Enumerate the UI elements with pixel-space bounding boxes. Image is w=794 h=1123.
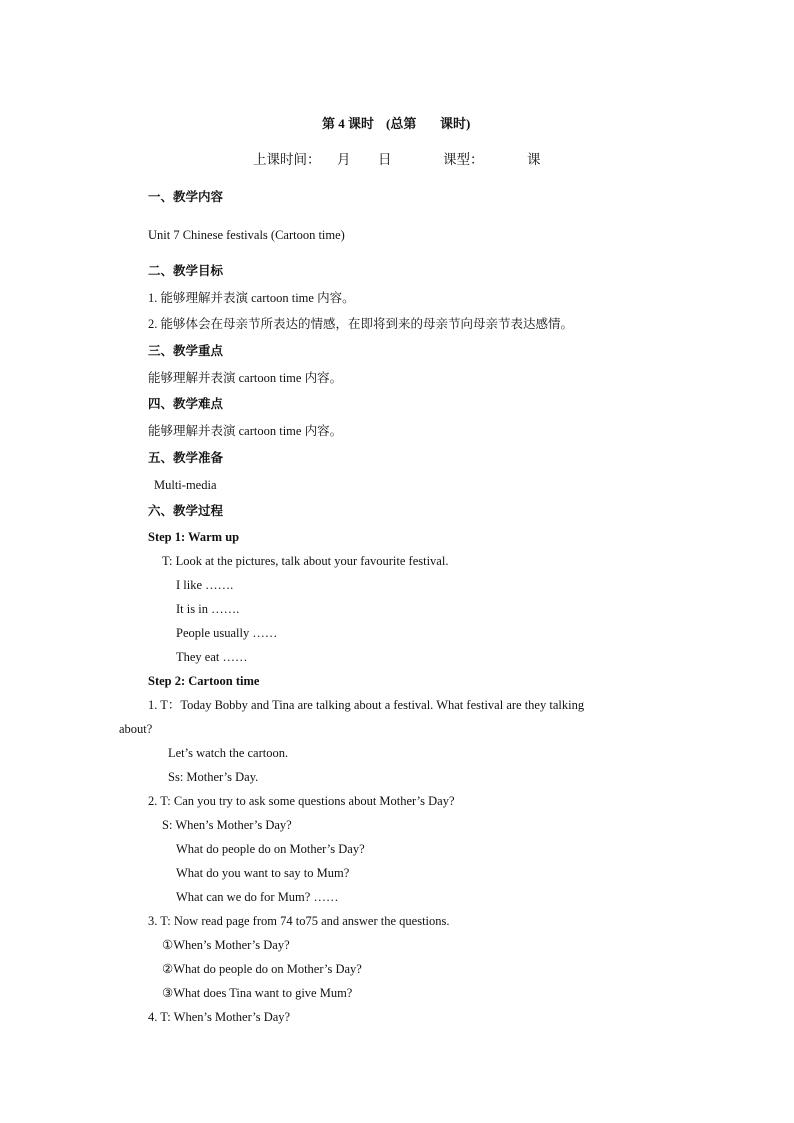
objective-item-2: 2. 能够体会在母亲节所表达的情感，在即将到来的母亲节向母亲节表达感情。 (148, 317, 574, 331)
step1-pattern-2: It is in ……. (176, 602, 240, 616)
step2-question1-answer: Ss: Mother’s Day. (168, 770, 259, 784)
step2-question1-line2: about? (119, 722, 153, 736)
step2-question2-student: S: When’s Mother’s Day? (162, 818, 292, 832)
lesson-type-label: 课型： (443, 152, 484, 167)
step1-pattern-4: They eat …… (176, 650, 248, 664)
section-heading-objectives: 二、教学目标 (148, 264, 224, 278)
section-body-preparation: Multi-media (154, 478, 217, 492)
section-heading-procedure: 六、教学过程 (148, 504, 224, 518)
step2-question2-item-1: What do people do on Mother’s Day? (176, 842, 365, 856)
step1-title: Step 1: Warm up (148, 530, 240, 544)
section-body-difficulties: 能够理解并表演 cartoon time 内容。 (148, 424, 343, 438)
total-lessons-close: 课时) (440, 116, 471, 131)
step2-question2-item-2: What do you want to say to Mum? (176, 866, 350, 880)
step2-question1-line1: 1. T：Today Bobby and Tina are talking about a festival. What festival are they talking (148, 698, 585, 712)
step2-question3-item-3: ③What does Tina want to give Mum? (162, 986, 353, 1000)
step2-question4: 4. T: When’s Mother’s Day? (148, 1010, 291, 1024)
section-heading-preparation: 五、教学准备 (148, 451, 224, 465)
step1-teacher-line: T: Look at the pictures, talk about your favourite festival. (162, 554, 449, 568)
step1-pattern-1: I like ……. (176, 578, 234, 592)
step2-question2-item-3: What can we do for Mum? …… (176, 890, 339, 904)
step2-question1-instruction: Let’s watch the cartoon. (168, 746, 289, 760)
objective-item-1: 1. 能够理解并表演 cartoon time 内容。 (148, 291, 355, 305)
class-time-label: 上课时间： (253, 152, 321, 167)
lesson-type-unit: 课 (527, 152, 541, 167)
step2-question2: 2. T: Can you try to ask some questions about Mother’s Day? (148, 794, 455, 808)
lesson-number: 第 4 课时 (322, 116, 375, 131)
step2-question3: 3. T: Now read page from 74 to75 and answer the questions. (148, 914, 450, 928)
section-heading-content: 一、教学内容 (148, 190, 224, 204)
total-lessons-open: (总第 (386, 116, 417, 131)
step1-pattern-3: People usually …… (176, 626, 278, 640)
month-label: 月 (337, 152, 351, 167)
section-heading-key-points: 三、教学重点 (148, 344, 224, 358)
step2-question3-item-2: ②What do people do on Mother’s Day? (162, 962, 362, 976)
section-body-content: Unit 7 Chinese festivals (Cartoon time) (148, 228, 345, 242)
day-label: 日 (378, 152, 392, 167)
step2-title: Step 2: Cartoon time (148, 674, 260, 688)
section-body-key-points: 能够理解并表演 cartoon time 内容。 (148, 371, 343, 385)
section-heading-difficulties: 四、教学难点 (148, 397, 224, 411)
step2-question3-item-1: ①When’s Mother’s Day? (162, 938, 290, 952)
